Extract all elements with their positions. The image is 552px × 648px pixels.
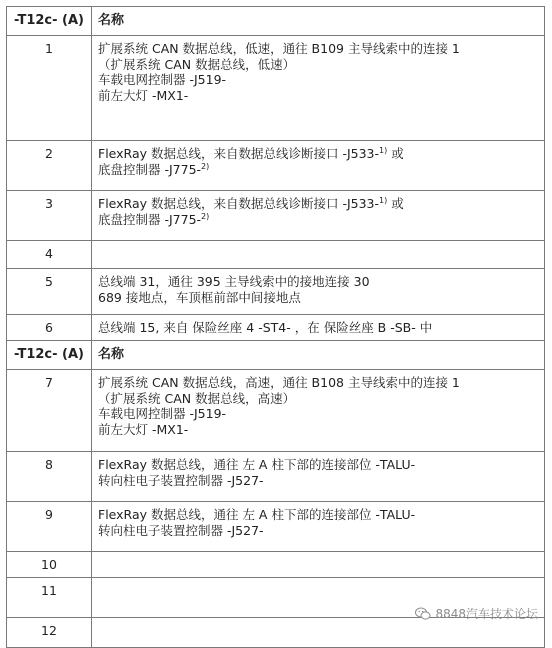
header-name-cell: 名称 <box>92 7 545 36</box>
watermark-text: 8848汽车技术论坛 <box>435 607 538 621</box>
table-header-row <box>7 341 545 370</box>
header-name-cell: 名称 <box>92 341 545 370</box>
table-row <box>7 141 545 191</box>
table-row <box>7 315 545 341</box>
header-pin-cell: -T12c- (A) <box>7 7 92 36</box>
desc-line: 转向柱电子装置控制器 -J527- <box>98 472 264 488</box>
pin-number: 8 <box>7 452 92 502</box>
pin-description <box>92 552 545 578</box>
footnote-marker: 1) <box>379 146 388 155</box>
desc-line: FlexRay 数据总线，来自数据总线诊断接口 -J533- <box>98 146 380 161</box>
table-header-row <box>7 7 545 36</box>
desc-line: 总线端 15, 来自 保险丝座 4 -ST4- ，在 保险丝座 B -SB- 中 <box>98 320 433 335</box>
table-row <box>7 452 545 502</box>
desc-line: （扩展系统 CAN 数据总线，低速） <box>98 56 296 72</box>
table-row <box>7 370 545 452</box>
table-row <box>7 618 545 648</box>
desc-line: FlexRay 数据总线，通往 左 A 柱下部的连接部位 -TALU- <box>98 507 416 522</box>
pin-number: 2 <box>7 141 92 191</box>
pin-number: 5 <box>7 269 92 315</box>
desc-line: （扩展系统 CAN 数据总线，高速） <box>98 390 296 406</box>
desc-line: 扩展系统 CAN 数据总线，高速，通往 B108 主导线索中的连接 1 <box>98 375 460 390</box>
desc-conjunction: 或 <box>391 196 404 211</box>
pin-description <box>92 241 545 269</box>
table-row <box>7 191 545 241</box>
pin-description <box>92 191 545 241</box>
footnote-marker: 2) <box>201 211 210 221</box>
pin-number: 3 <box>7 191 92 241</box>
desc-line: FlexRay 数据总线，来自数据总线诊断接口 -J533- <box>98 196 380 211</box>
table-row <box>7 36 545 141</box>
desc-line: 前左大灯 -MX1- <box>98 87 189 103</box>
desc-line: 扩展系统 CAN 数据总线，低速，通往 B109 主导线索中的连接 1 <box>98 41 460 56</box>
desc-line: 车载电网控制器 -J519- <box>98 72 227 87</box>
pin-number: 7 <box>7 370 92 452</box>
header-pin-cell: -T12c- (A) <box>7 341 92 370</box>
pin-number: 10 <box>7 552 92 578</box>
table-row <box>7 502 545 552</box>
desc-conjunction: 或 <box>391 146 404 161</box>
footnote-marker: 2) <box>201 161 210 171</box>
watermark <box>415 605 538 622</box>
desc-line: 689 接地点，车顶框前部中间接地点 <box>98 289 301 305</box>
desc-line: 车载电网控制器 -J519- <box>98 406 227 421</box>
wechat-icon <box>415 607 431 621</box>
pin-description <box>92 452 545 502</box>
pin-description <box>92 618 545 648</box>
footnote-marker: 1) <box>379 196 388 205</box>
pin-number: 12 <box>7 618 92 648</box>
pin-number: 1 <box>7 36 92 141</box>
pin-description <box>92 502 545 552</box>
table-row <box>7 241 545 269</box>
desc-line: 底盘控制器 -J775- <box>98 161 202 177</box>
pin-number: 4 <box>7 241 92 269</box>
desc-line: 转向柱电子装置控制器 -J527- <box>98 522 264 538</box>
pin-number: 6 <box>7 315 92 341</box>
table-row <box>7 552 545 578</box>
desc-line: FlexRay 数据总线，通往 左 A 柱下部的连接部位 -TALU- <box>98 457 416 472</box>
pin-description <box>92 370 545 452</box>
pin-description <box>92 269 545 315</box>
pin-assignment-table <box>6 6 545 648</box>
desc-line: 总线端 31，通往 395 主导线索中的接地连接 30 <box>98 274 370 289</box>
pin-description <box>92 315 545 341</box>
pin-description <box>92 141 545 191</box>
pin-description <box>92 36 545 141</box>
desc-line: 底盘控制器 -J775- <box>98 211 202 227</box>
pin-number: 11 <box>7 578 92 618</box>
table-row <box>7 269 545 315</box>
pin-number: 9 <box>7 502 92 552</box>
desc-line: 前左大灯 -MX1- <box>98 421 189 437</box>
